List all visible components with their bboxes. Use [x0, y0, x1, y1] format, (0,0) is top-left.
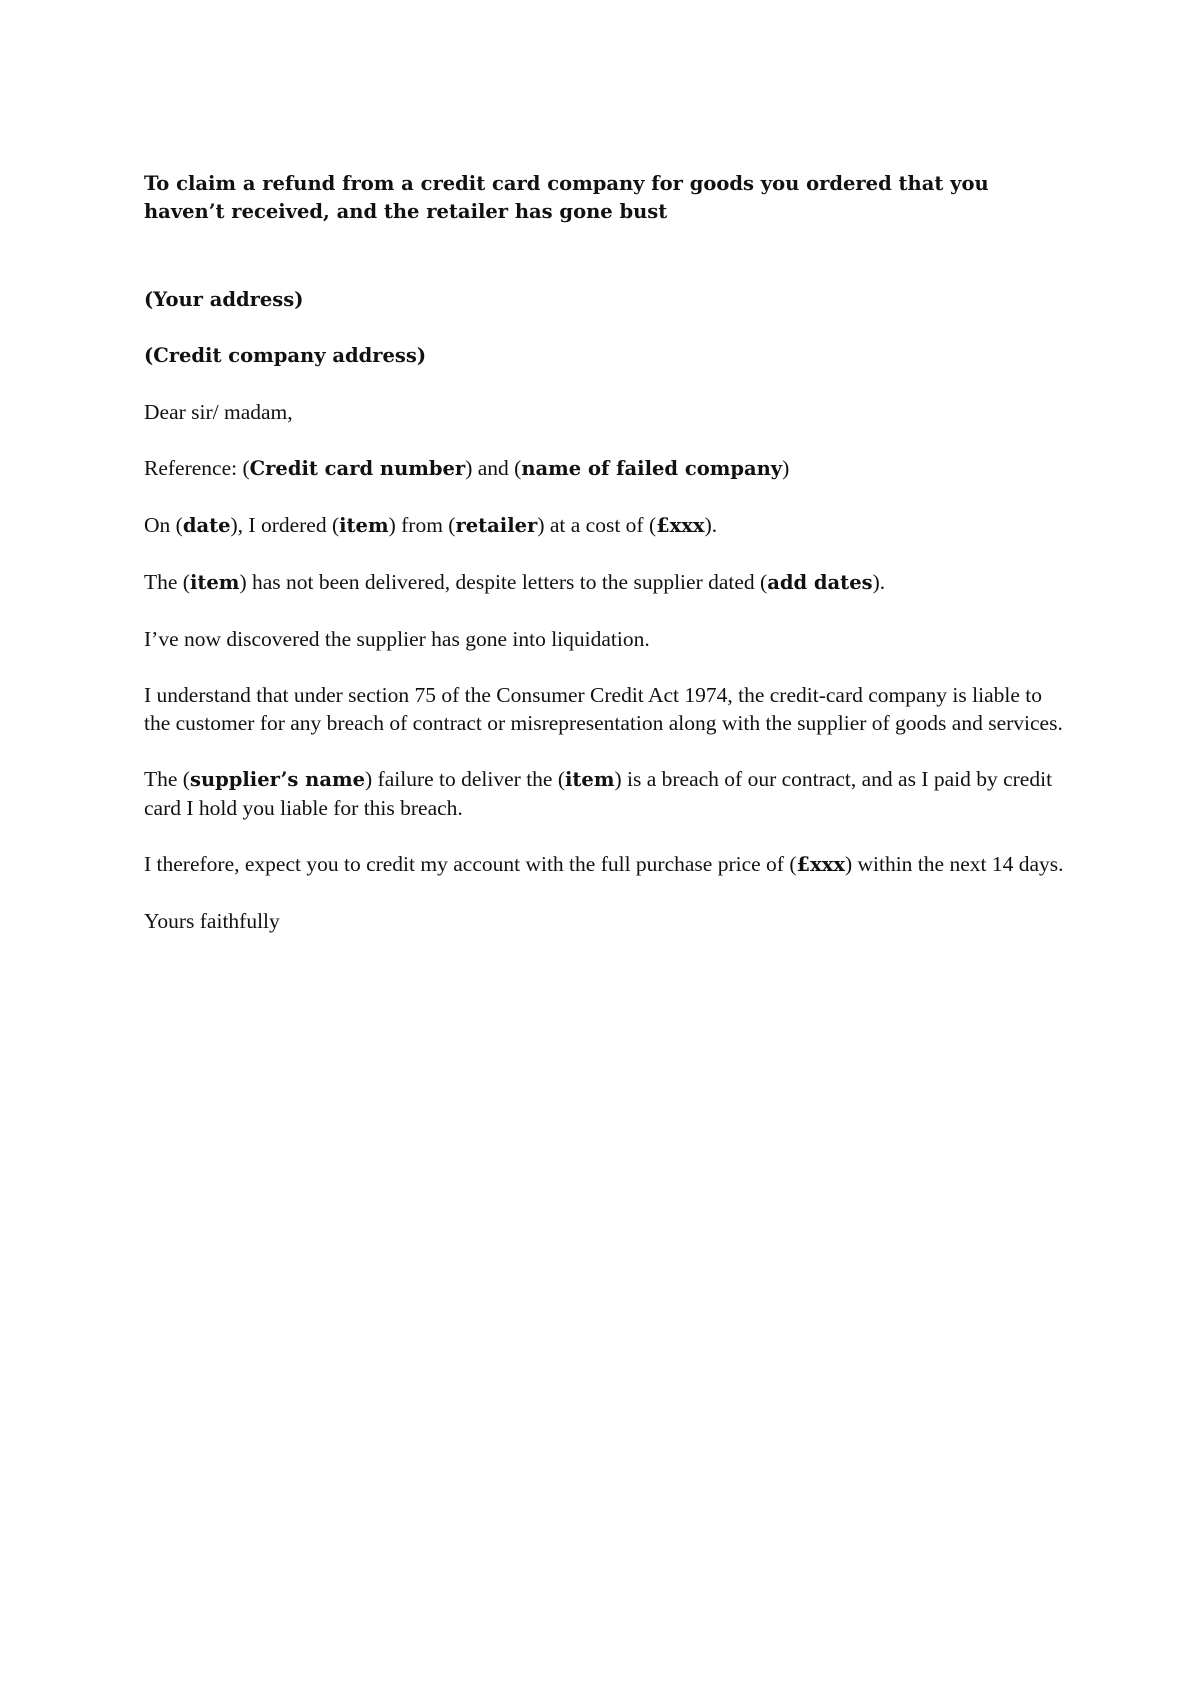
breach-text-2: ) failure to deliver the ( [365, 767, 565, 791]
delivery-text-2: ) has not been delivered, despite letters to the supplier dated ( [239, 570, 768, 594]
order-text-1: On ( [144, 513, 183, 537]
supplier-name-field: supplier’s name [189, 768, 366, 791]
order-text-5: ). [704, 513, 718, 537]
delivery-text-1: The ( [144, 570, 190, 594]
credit-company-address-text: (Credit company address) [144, 344, 427, 367]
your-address-placeholder [144, 285, 1064, 314]
refund-text-2: ) within the next 14 days. [844, 852, 1064, 876]
dates-field: add dates [767, 571, 873, 594]
order-text-2: ), I ordered ( [230, 513, 340, 537]
failed-company-field: name of failed company [521, 457, 783, 480]
breach-paragraph [144, 765, 1064, 822]
retailer-field: retailer [455, 514, 538, 537]
item-field: item [189, 571, 240, 594]
order-text-4: ) at a cost of ( [537, 513, 657, 537]
credit-company-address-placeholder [144, 341, 1064, 370]
section-75-paragraph: I understand that under section 75 of the Consumer Credit Act 1974, the credit-card company is liable to the customer for any breach of contract or misrepresentation along with the supplier of goods and services. [144, 683, 1063, 735]
reference-middle: ) and ( [465, 456, 522, 480]
item-field: item [565, 768, 615, 791]
order-text-3: ) from ( [388, 513, 456, 537]
breach-text-3: ) is a breach of our contract, and as I paid by credit card I hold you liable for this breach. [144, 767, 1053, 820]
delivery-text-3: ). [872, 570, 886, 594]
your-address-text: (Your address) [144, 288, 304, 311]
liquidation-paragraph: I’ve now discovered the supplier has gone into liquidation. [144, 627, 650, 651]
reference-suffix: ) [782, 456, 790, 480]
document-title: To claim a refund from a credit card company for goods you ordered that you haven’t received, and the retailer has gone bust [144, 172, 989, 223]
cost-field: £xxx [656, 514, 705, 537]
date-field: date [182, 514, 231, 537]
breach-text-1: The ( [144, 767, 190, 791]
item-field: item [339, 514, 389, 537]
letter-body [144, 170, 1064, 935]
reference-prefix: Reference: ( [144, 456, 250, 480]
sign-off: Yours faithfully [144, 909, 280, 933]
order-line [144, 511, 1064, 540]
refund-text-1: I therefore, expect you to credit my account with the full purchase price of ( [144, 852, 797, 876]
delivery-line [144, 568, 1064, 597]
reference-line [144, 454, 1064, 483]
refund-request-paragraph [144, 850, 1064, 879]
salutation: Dear sir/ madam, [144, 400, 293, 424]
credit-card-number-field: Credit card number [249, 457, 466, 480]
cost-field: £xxx [796, 853, 845, 876]
